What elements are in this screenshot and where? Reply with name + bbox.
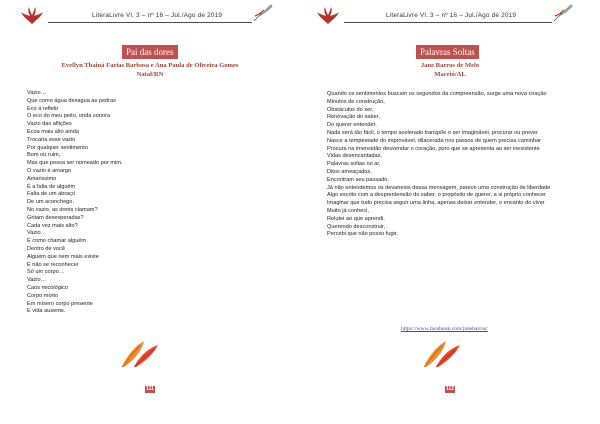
header-text: LiteraLivre Vl. 3 – nº 16 – Jul./Ago de 2019 [386, 12, 517, 19]
poem-line: Nada será tão fácil, o tempo acelerado transpõe o ser imaginável, procurar ou prever [327, 129, 538, 136]
poem-line: Quando os sentimentos buscam os segundos da compreensão, surge uma nova criação [327, 91, 547, 97]
author-block [20, 61, 280, 79]
poem-line: Vazio das aflições [27, 121, 72, 128]
phoenix-logo-icon [316, 6, 340, 26]
quill-icon [252, 2, 274, 22]
author-name: Jane Barros de Melo [420, 62, 480, 69]
poem-line: Vazio… [27, 90, 47, 96]
facebook-link[interactable]: https://www.facebook.com/janebarros/ [401, 326, 488, 332]
poem-line: Do querer entender. [327, 122, 377, 129]
phoenix-logo-icon [20, 6, 44, 26]
poem-line: Vazio… [27, 277, 47, 284]
poem-line: Algo escrito com a desprentensão do saber, o propósito de querer, a si próprio conhecer [327, 192, 546, 199]
poem-line: Renovação do saber, [327, 114, 380, 121]
poem-line: Mas que possa ser nomeado por mim. [27, 160, 123, 167]
poem-line: No vazio, as dores clamam? [27, 206, 98, 213]
poem-title: Palavras Soltas [416, 45, 479, 59]
poem-body [27, 90, 207, 316]
poem-line: O eco do meu peito, onda sonora [27, 113, 111, 120]
author-name: Evellyn Thainá Farias Barbosa e Ana Paula de Oliveira Gomes [61, 62, 239, 69]
poem-line: Minutos de construção, [327, 98, 385, 105]
poem-line: Vazio… [27, 230, 47, 237]
poem-line: Amarissimo [27, 175, 57, 182]
poem-line: É não se reconhecer [27, 261, 79, 268]
author-block [320, 61, 580, 79]
poem-line: O vazio é amargo [27, 167, 72, 174]
poem-line: Querendo desconstruir, [327, 223, 386, 230]
poem-line: Trocaria esse vazio [27, 136, 76, 143]
feathers-icon [422, 337, 462, 369]
poem-line: Corpo morto [27, 292, 59, 299]
page-number: 112 [445, 386, 455, 392]
header-text: LiteraLivre Vl. 3 – nº 16 – Jul./Ago de 2019 [92, 12, 223, 19]
poem-line: Cada vez mais alto? [27, 222, 78, 229]
author-location: Maceió/AL [434, 71, 466, 78]
poem-line: Bom ou ruim, [27, 152, 61, 159]
poem-line: E vida ausente. [27, 308, 66, 315]
header-rule [48, 22, 252, 23]
poem-line: Caos micológico [27, 284, 69, 291]
page-number: 111 [146, 386, 154, 392]
poem-line: É a falta de alguém [27, 183, 76, 190]
poem-line: Alguém que nem mais existe [27, 253, 99, 260]
feathers-icon [120, 337, 160, 369]
poem-line: Por qualquer sentimento [27, 144, 88, 151]
poem-line: Imaginar que tudo precisa seguir uma linha, apenas deixar entender, o encanto do viver [327, 200, 545, 207]
poem-line: Nasce a tempestade do improvável, dilacerada nos passos de quem precisa caminhar [327, 137, 541, 144]
poem-line: Gritam desesperadas? [27, 214, 84, 221]
poem-line: Encontram seu passado. [327, 176, 389, 183]
poem-line: Já não entendemos os devaneios dessa mensagem, parece uma construção de liberdade [327, 184, 551, 191]
poem-title: Pai das dores [122, 45, 178, 59]
header-rule [344, 22, 552, 23]
poem-line: Dentro de você [27, 245, 65, 252]
poem-line: Vidas desencantadas, [327, 153, 382, 160]
poem-line: Percebi que não posso fugir. [327, 231, 398, 238]
poem-line: Ecoa mais alto ainda [27, 128, 79, 135]
poem-line: É como chamar alguém [27, 238, 87, 245]
poem-line: Que como água desagua as pedras [27, 97, 116, 104]
poem-body [327, 91, 577, 239]
quill-icon [552, 2, 574, 22]
poem-line: Procura na imensidão desvendar o coração, puro que se apresenta ao ser inexistente [327, 145, 540, 152]
poem-line: Eco a refletir [27, 105, 59, 112]
poem-line: Ditos ameaçados, [327, 168, 372, 175]
poem-line: Relutei ao que aprendi, [327, 215, 385, 222]
poem-line: Obstáculos do ser, [327, 106, 374, 113]
author-location: Natal/RN [136, 71, 164, 78]
poem-line: Só um corpo… [27, 269, 65, 276]
poem-line: De um aconchego. [27, 199, 74, 206]
poem-line: Em mísero corpo presente [27, 300, 93, 307]
poem-line: Palavras soltas no ar, [327, 161, 381, 168]
poem-line: Muito já conheci, [327, 207, 369, 214]
poem-line: Falta de um abraço [27, 191, 76, 198]
